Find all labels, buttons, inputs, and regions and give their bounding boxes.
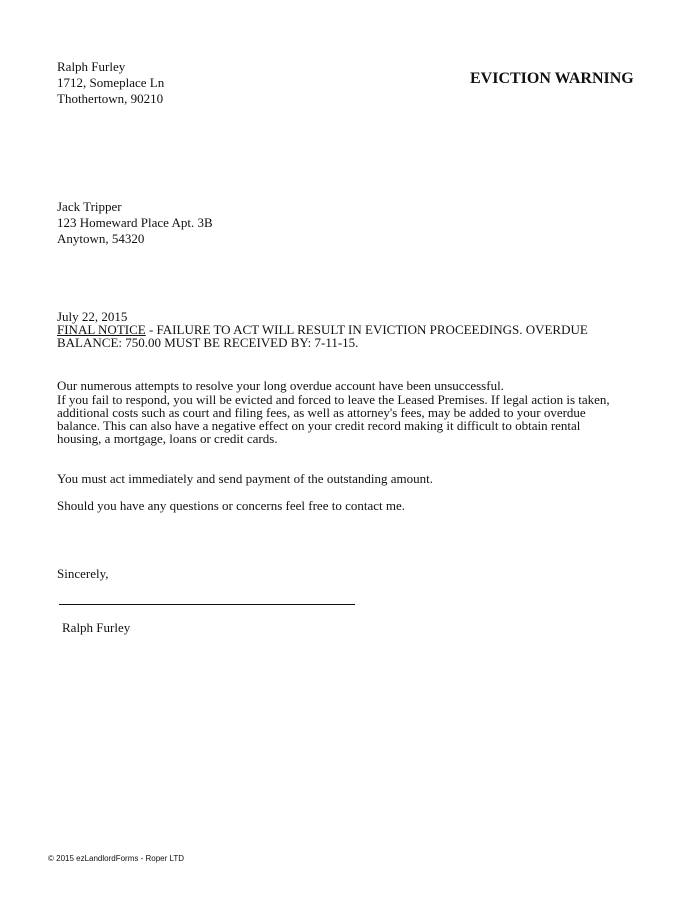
signature-line <box>59 604 355 605</box>
final-notice-label: FINAL NOTICE <box>57 322 146 337</box>
sender-address-line-1: 1712, Someplace Ln <box>57 75 165 90</box>
closing: Sincerely, <box>57 566 109 581</box>
body-paragraph-2-line-1: If you fail to respond, you will be evicted and forced to leave the Leased Premises. If legal action is taken, <box>57 392 610 407</box>
final-notice-text-line-2: BALANCE: 750.00 MUST BE RECEIVED BY: 7-11-15. <box>57 335 359 350</box>
sender-address-line-2: Thothertown, 90210 <box>57 91 164 106</box>
recipient-address-block <box>57 199 317 247</box>
body-paragraph-3: You must act immediately and send payment of the outstanding amount. <box>57 471 433 486</box>
letter-date: July 22, 2015 <box>57 309 128 324</box>
final-notice <box>57 323 647 349</box>
body-paragraph-2-line-3: balance. This can also have a negative effect on your credit record making it difficult to obtain rental <box>57 418 581 433</box>
body-paragraph-4: Should you have any questions or concerns feel free to contact me. <box>57 498 405 513</box>
sender-address-block <box>57 59 317 107</box>
signature-name: Ralph Furley <box>62 620 131 635</box>
sender-name: Ralph Furley <box>57 59 126 74</box>
body-paragraph-1: Our numerous attempts to resolve your long overdue account have been unsuccessful. <box>57 378 504 393</box>
final-notice-text-line-1: - FAILURE TO ACT WILL RESULT IN EVICTION PROCEEDINGS. OVERDUE <box>145 322 588 337</box>
recipient-name: Jack Tripper <box>57 199 122 214</box>
body-paragraph-2-line-4: housing, a mortgage, loans or credit cards. <box>57 431 278 446</box>
recipient-address-line-1: 123 Homeward Place Apt. 3B <box>57 215 213 230</box>
document-title: EVICTION WARNING <box>470 69 634 87</box>
body-paragraph-2-line-2: additional costs such as court and filing fees, as well as attorney's fees, may be added to your overdue <box>57 405 586 420</box>
recipient-address-line-2: Anytown, 54320 <box>57 231 145 246</box>
body-paragraph-2 <box>57 393 647 445</box>
copyright-footer: © 2015 ezLandlordForms - Roper LTD <box>48 854 185 863</box>
